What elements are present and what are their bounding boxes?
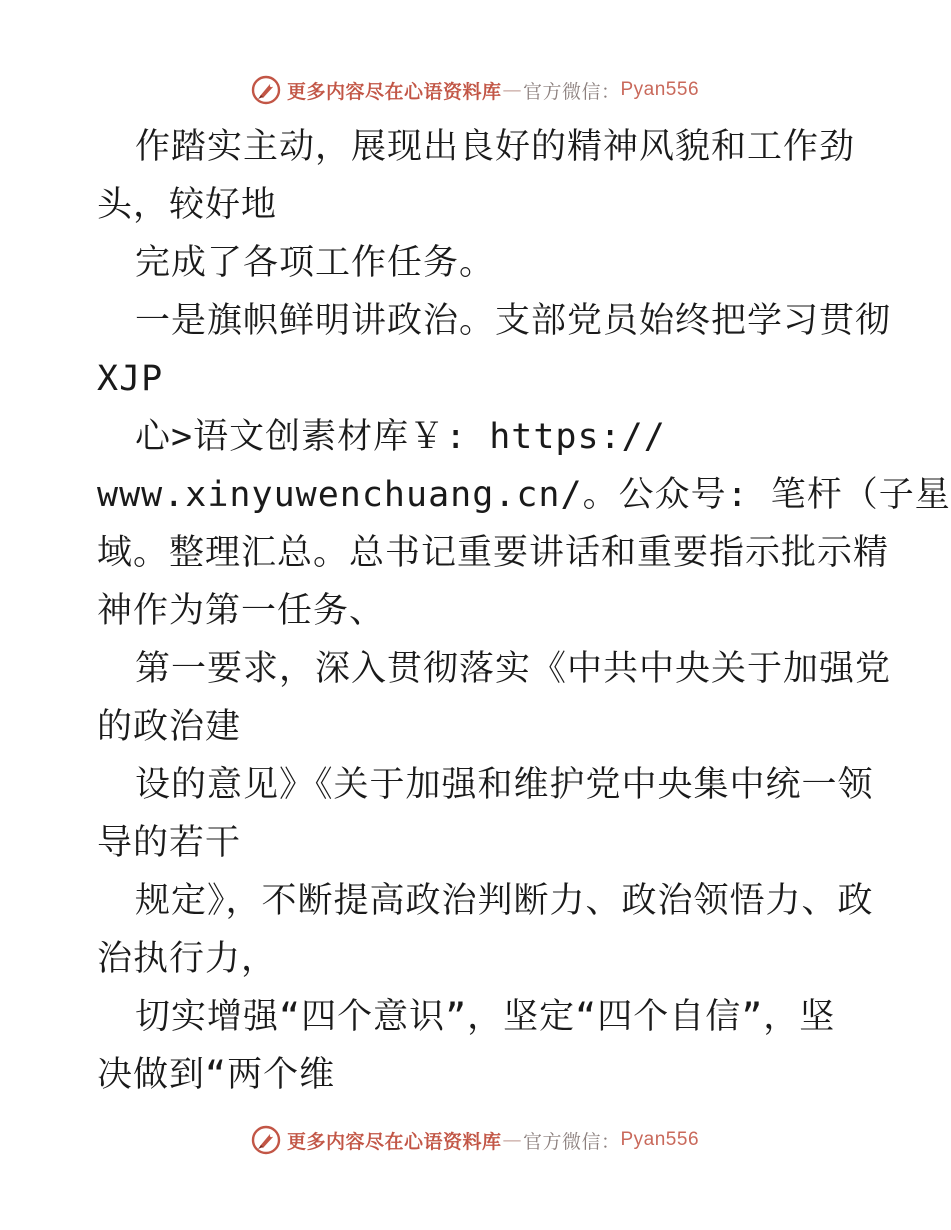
text-line: 域。整理汇总。总书记重要讲话和重要指示批示精 [97,533,890,573]
banner-dash: — [502,1129,522,1151]
banner-brand-text: 更多内容尽在心语资料库 [286,80,502,103]
header-banner [0,70,950,110]
text-line: 头，较好地 [97,185,278,225]
text-line: 的政治建 [97,707,242,747]
text-line: 规定》，不断提高政治判断力、政治领悟力、政 [135,881,874,921]
footer-banner [0,1120,950,1160]
text-line: XJP [97,359,164,399]
banner-wechat-account: Pyan556 [620,1129,700,1150]
text-line: 作踏实主动，展现出良好的精神风貌和工作劲 [135,127,856,167]
document-body [97,118,951,1104]
banner-wechat-label: 官方微信： [522,80,621,103]
text-line: www.xinyuwenchuang.cn/。公众号: 笔杆（子星 [97,475,951,515]
text-line: 完成了各项工作任务。 [135,243,496,283]
text-line: 切实增强“四个意识”，坚定“四个自信”，坚 [135,997,836,1037]
banner-brand-text: 更多内容尽在心语资料库 [286,1130,502,1153]
text-line: 第一要求，深入贯彻落实《中共中央关于加强党 [135,649,892,689]
text-line: 设的意见》《关于加强和维护党中央集中统一领 [135,765,874,805]
text-line: 决做到“两个维 [97,1055,336,1095]
banner-wechat-account: Pyan556 [620,79,700,100]
text-line: 神作为第一任务、 [97,591,386,631]
text-line: 导的若干 [97,823,242,863]
banner-wechat-label: 官方微信： [522,1130,621,1153]
pen-nib-logo-icon [251,1125,281,1155]
text-line: 心>语文创素材库￥: https:// [135,417,666,457]
text-line: 一是旗帜鲜明讲政治。支部党员始终把学习贯彻 [135,301,892,341]
banner-dash: — [502,79,522,101]
pen-nib-logo-icon [251,75,281,105]
text-line: 治执行力， [97,939,278,979]
